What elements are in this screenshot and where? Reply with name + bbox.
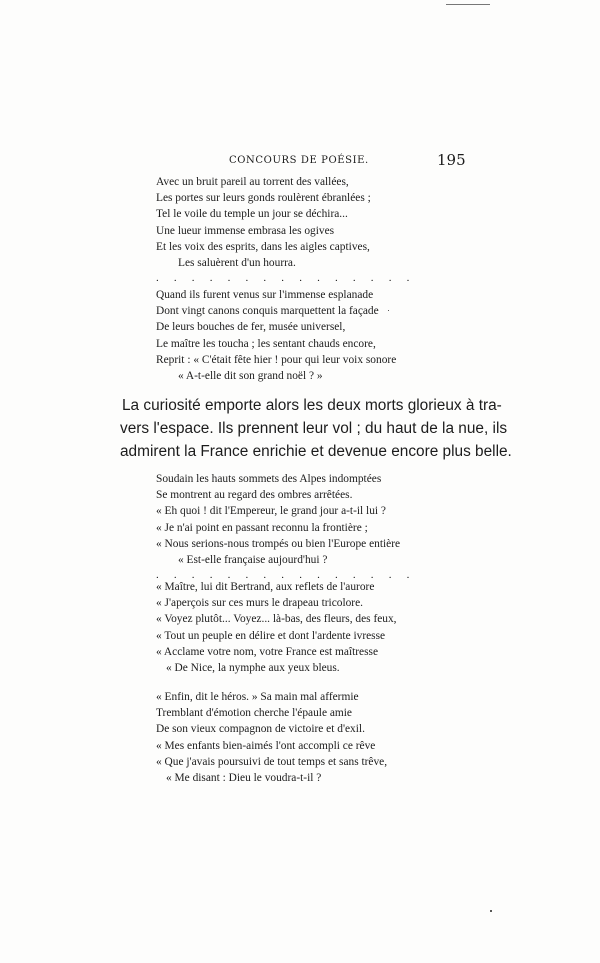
verse-line: Une lueur immense embrasa les ogives bbox=[156, 224, 335, 237]
stanza-4 bbox=[156, 579, 397, 676]
verse-line: « Tout un peuple en délire et dont l'ardente ivresse bbox=[156, 629, 386, 642]
ink-speck bbox=[388, 310, 389, 311]
stanza-2 bbox=[156, 287, 396, 384]
ink-speck bbox=[490, 910, 492, 912]
verse-line: Et les voix des esprits, dans les aigles captives, bbox=[156, 240, 370, 253]
verse-line: « A-t-elle dit son grand noël ? » bbox=[178, 369, 323, 382]
verse-line: Se montrent au regard des ombres arrêtées. bbox=[156, 489, 353, 502]
verse-line: De son vieux compagnon de victoire et d'exil. bbox=[156, 723, 365, 736]
verse-line: Dont vingt canons conquis marquettent la façade bbox=[156, 305, 379, 318]
stanza-1 bbox=[156, 174, 416, 286]
verse-line: Les portes sur leurs gonds roulèrent ébranlées ; bbox=[156, 192, 371, 205]
verse-line: Le maître les toucha ; les sentant chauds encore, bbox=[156, 337, 376, 350]
verse-line: Quand ils furent venus sur l'immense esplanade bbox=[156, 289, 374, 301]
verse-line: « Me disant : Dieu le voudra-t-il ? bbox=[166, 771, 322, 784]
verse-line: Soudain les hauts sommets des Alpes indomptées bbox=[156, 473, 382, 485]
prose-line: La curiosité emporte alors les deux morts glorieux à tra- bbox=[122, 397, 502, 414]
verse-line: « Que j'avais poursuivi de tout temps et sans trêve, bbox=[156, 755, 388, 768]
verse-line: « J'aperçois sur ces murs le drapeau tricolore. bbox=[156, 597, 364, 610]
running-title: CONCOURS DE POÉSIE. bbox=[229, 155, 369, 166]
verse-line: Reprit : « C'était fête hier ! pour qui leur voix sonore bbox=[156, 353, 397, 366]
verse-line: De leurs bouches de fer, musée universel, bbox=[156, 321, 346, 334]
page-number: 195 bbox=[437, 151, 466, 169]
verse-line: « Est-elle française aujourd'hui ? bbox=[178, 553, 328, 566]
stanza-5 bbox=[156, 689, 387, 786]
ellipsis-divider: . . . . . . . . . . . . . . . bbox=[156, 272, 416, 285]
verse-line: « Maître, lui dit Bertrand, aux reflets de l'aurore bbox=[156, 581, 375, 593]
stanza-3 bbox=[156, 471, 416, 583]
prose-paragraph bbox=[120, 394, 512, 463]
verse-line: « Enfin, dit le héros. » Sa main mal affermie bbox=[156, 691, 359, 703]
verse-line: Avec un bruit pareil au torrent des vallées, bbox=[156, 176, 349, 188]
verse-line: « De Nice, la nymphe aux yeux bleus. bbox=[166, 661, 340, 674]
verse-line: « Voyez plutôt... Voyez... là-bas, des fleurs, des feux, bbox=[156, 613, 397, 626]
top-rule bbox=[446, 4, 490, 5]
prose-line: admirent la France enrichie et devenue encore plus belle. bbox=[120, 443, 512, 460]
ellipsis-divider: . . . . . . . . . . . . . . . bbox=[156, 569, 416, 582]
verse-line: « Nous serions-nous trompés ou bien l'Europe entière bbox=[156, 537, 401, 550]
verse-line: « Acclame votre nom, votre France est maîtresse bbox=[156, 645, 379, 658]
verse-line: « Mes enfants bien-aimés l'ont accompli ce rêve bbox=[156, 739, 376, 752]
verse-line: « Eh quoi ! dit l'Empereur, le grand jour a-t-il lui ? bbox=[156, 505, 386, 518]
prose-line: vers l'espace. Ils prennent leur vol ; du haut de la nue, ils bbox=[120, 420, 508, 437]
verse-line: « Je n'ai point en passant reconnu la frontière ; bbox=[156, 521, 368, 534]
verse-line: Tremblant d'émotion cherche l'épaule amie bbox=[156, 707, 352, 720]
verse-line: Tel le voile du temple un jour se déchira... bbox=[156, 208, 348, 221]
verse-line: Les saluèrent d'un hourra. bbox=[178, 256, 296, 269]
